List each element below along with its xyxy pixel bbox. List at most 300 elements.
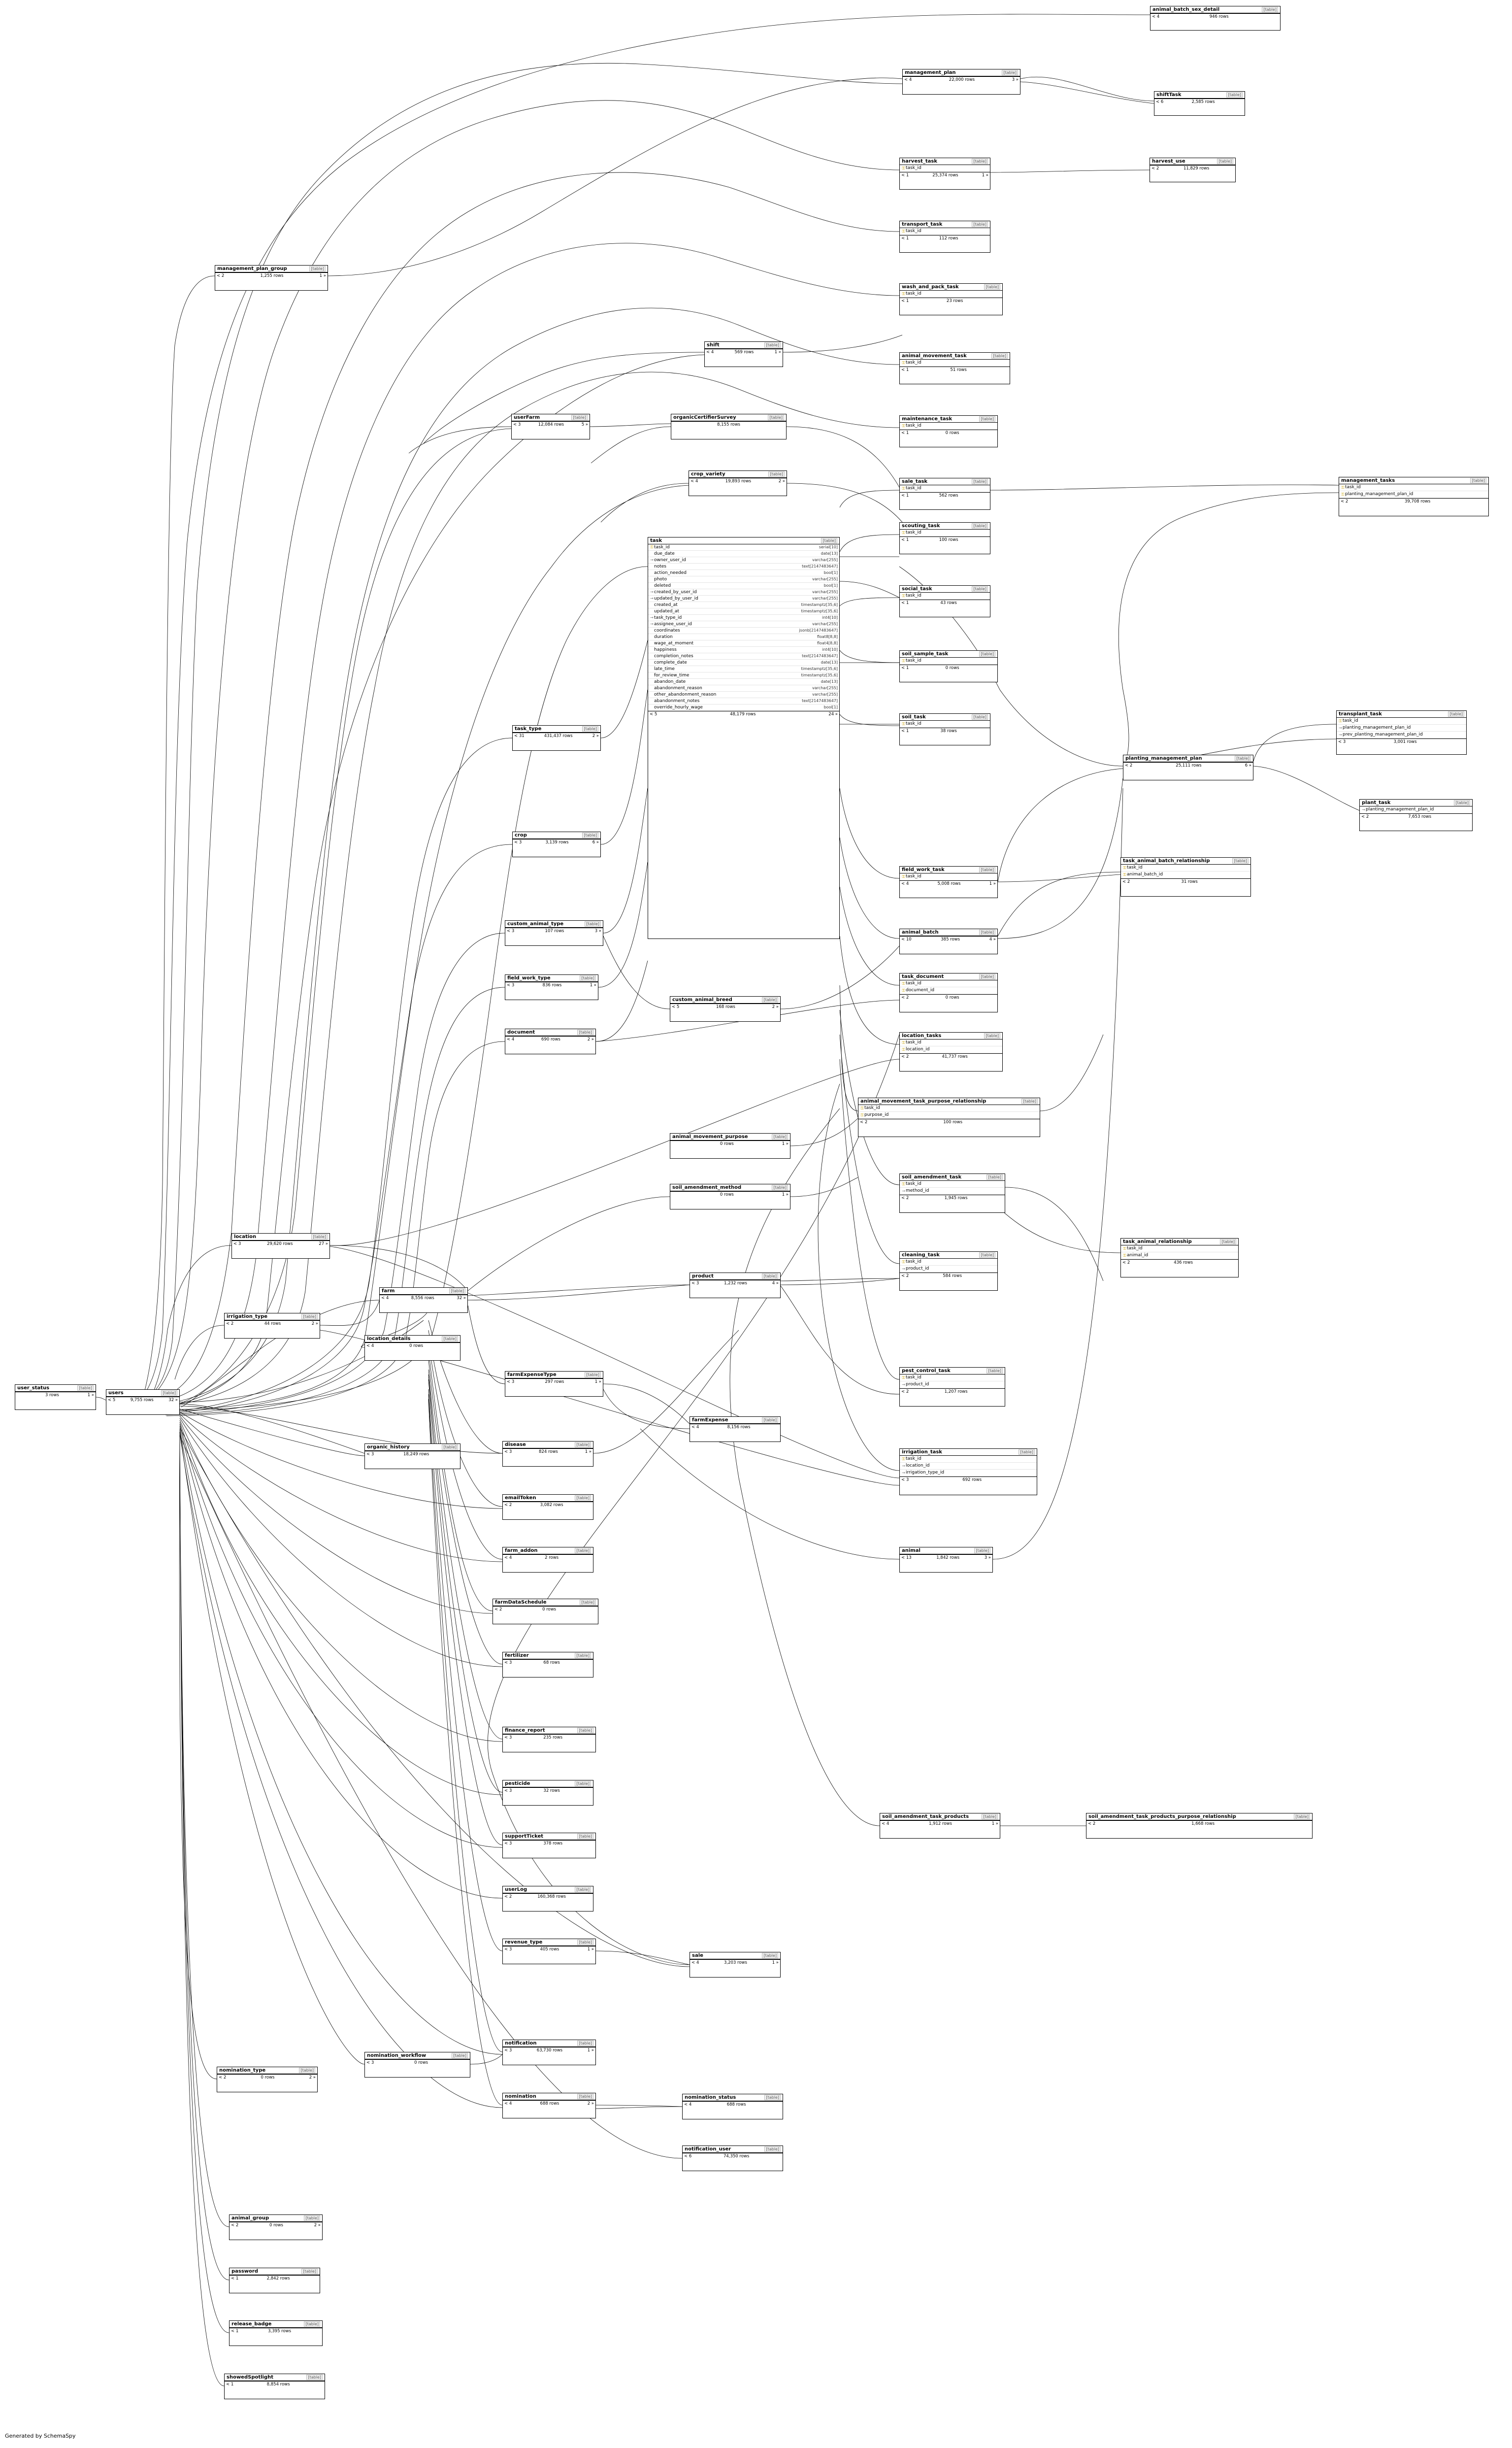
column-name: assignee_user_id [654, 622, 692, 627]
table-type-tag: [table] [577, 1940, 593, 1945]
table-name: farmExpense [692, 1417, 728, 1423]
column-name: document_id [906, 988, 935, 993]
table-node-farmDataSchedule[interactable] [493, 1599, 598, 1624]
column-name: abandonment_notes [654, 699, 700, 704]
row-count: 31 rows [1181, 879, 1198, 884]
column-list [900, 593, 990, 600]
incoming-relations-count: < 1 [901, 666, 909, 671]
table-column [900, 485, 990, 492]
table-node-irrigation_task[interactable] [899, 1448, 1037, 1495]
table-footer [225, 1320, 320, 1327]
table-node-management_plan_group[interactable] [215, 265, 328, 291]
row-count: 63,730 rows [536, 2048, 563, 2053]
table-node-task_document[interactable] [899, 973, 998, 1012]
table-node-animal_batch[interactable] [899, 929, 998, 954]
table-node-management_tasks[interactable] [1339, 477, 1489, 516]
table-header [503, 1442, 593, 1448]
table-footer [493, 1606, 598, 1613]
table-name: document [507, 1030, 535, 1035]
table-node-cleaning_task[interactable] [899, 1251, 998, 1291]
table-node-farm[interactable] [379, 1287, 468, 1313]
table-type-tag: [table] [972, 222, 988, 227]
outgoing-relations-count: 3 » [594, 929, 601, 934]
table-header [230, 2215, 322, 2222]
table-node-user_status[interactable] [15, 1384, 96, 1410]
table-node-userFarm[interactable] [511, 414, 590, 439]
table-node-animal_batch_sex_detail[interactable] [1150, 6, 1281, 31]
table-column [648, 666, 839, 672]
table-node-release_badge[interactable] [229, 2320, 323, 2346]
primary-key-icon: ⚿ [860, 1113, 864, 1117]
table-name: task_type [515, 726, 542, 732]
table-node-sale[interactable] [690, 1952, 781, 1978]
column-name: location_id [906, 1463, 930, 1468]
table-name: field_work_type [507, 975, 551, 981]
table-column [648, 602, 839, 608]
table-column [648, 615, 839, 621]
outgoing-relations-count: 6 » [592, 840, 599, 845]
table-footer [900, 600, 990, 606]
table-type-tag: [table] [979, 651, 995, 657]
table-header [225, 2374, 325, 2381]
table-type-tag: [table] [1220, 1239, 1236, 1244]
table-node-task_animal_batch_relationship[interactable] [1120, 857, 1251, 897]
foreign-key-icon: → [1339, 733, 1342, 737]
primary-key-icon: ⚿ [902, 722, 905, 726]
table-node-fertilizer[interactable] [502, 1652, 593, 1677]
table-header [900, 1547, 992, 1554]
incoming-relations-count: < 1 [901, 431, 909, 436]
incoming-relations-count: < 4 [904, 77, 912, 82]
column-name: task_id [654, 545, 670, 550]
table-node-nomination[interactable] [502, 2093, 596, 2118]
incoming-relations-count: < 3 [514, 840, 522, 845]
incoming-relations-count: < 10 [901, 937, 912, 942]
primary-key-icon: ⚿ [1123, 872, 1126, 877]
table-type-tag: [table] [575, 1887, 591, 1892]
table-name: crop [515, 833, 527, 838]
row-count: 112 rows [939, 236, 958, 241]
table-node-location[interactable] [231, 1233, 330, 1259]
table-node-supportTicket[interactable] [502, 1833, 596, 1858]
table-name: task_document [902, 974, 944, 979]
table-footer [505, 1378, 603, 1385]
table-footer [503, 1787, 593, 1794]
table-type-tag: [table] [762, 997, 778, 1003]
column-name: task_id [906, 1181, 921, 1186]
table-header [1121, 858, 1250, 865]
table-column [648, 544, 839, 551]
foreign-key-icon: → [1362, 807, 1365, 812]
primary-key-icon: ⚿ [902, 1260, 905, 1264]
outgoing-relations-count: 5 » [581, 422, 588, 427]
incoming-relations-count: < 3 [691, 1281, 699, 1286]
table-node-animal[interactable] [899, 1547, 993, 1573]
relationship-edge [96, 1397, 106, 1400]
table-footer [1360, 813, 1472, 820]
table-node-animal_movement_task_purpose_relationship[interactable] [858, 1098, 1040, 1137]
table-column [900, 1266, 997, 1273]
table-name: animal [902, 1548, 920, 1553]
table-column [648, 679, 839, 685]
row-count: 436 rows [1174, 1260, 1193, 1265]
column-name: updated_at [654, 609, 679, 614]
table-type-tag: [table] [979, 867, 995, 872]
table-node-field_work_task[interactable] [899, 866, 998, 898]
table-name: users [108, 1390, 124, 1396]
table-type-tag: [table] [442, 1444, 458, 1450]
table-name: management_plan [905, 70, 956, 75]
table-footer [689, 478, 787, 485]
table-type-tag: [table] [1470, 478, 1486, 483]
table-header [1337, 711, 1466, 718]
table-name: nomination_status [685, 2095, 736, 2100]
table-type-tag: [table] [1021, 1099, 1038, 1104]
table-header [1121, 1239, 1238, 1245]
outgoing-relations-count: 2 » [587, 1037, 594, 1042]
row-count: 385 rows [941, 937, 960, 942]
table-name: soil_sample_task [902, 651, 949, 657]
table-node-soil_sample_task[interactable] [899, 650, 998, 682]
table-column [900, 360, 1010, 367]
table-header [1150, 6, 1280, 13]
incoming-relations-count: < 4 [691, 1960, 699, 1965]
table-name: release_badge [231, 2321, 272, 2327]
table-header [503, 1833, 595, 1840]
relationship-edge [1118, 493, 1339, 761]
table-type-tag: [table] [304, 2215, 320, 2221]
column-type: varchar[255] [812, 692, 838, 697]
table-type-tag: [table] [1294, 1814, 1310, 1819]
table-header [365, 1336, 460, 1342]
table-node-crop_variety[interactable] [689, 470, 787, 496]
table-name: task [650, 538, 662, 543]
primary-key-icon: ⚿ [1339, 719, 1342, 723]
row-count: 2,842 rows [266, 2276, 290, 2281]
incoming-relations-count: < 6 [1156, 100, 1164, 104]
table-column [900, 987, 997, 994]
incoming-relations-count: < 1 [901, 173, 909, 178]
table-header [705, 342, 783, 349]
table-type-tag: [table] [991, 353, 1008, 359]
table-node-pesticide[interactable] [502, 1780, 593, 1806]
table-type-tag: [table] [979, 416, 995, 422]
table-node-soil_amendment_task_products_purpose_relationship[interactable] [1086, 1813, 1313, 1839]
row-count: 0 rows [945, 995, 959, 1000]
relationship-edge [840, 778, 1123, 939]
column-name: animal_batch_id [1127, 872, 1163, 877]
table-column [648, 660, 839, 666]
table-header [513, 832, 600, 839]
incoming-relations-count: < 4 [706, 350, 714, 355]
table-node-wash_and_pack_task[interactable] [899, 283, 1003, 315]
table-footer [503, 2100, 595, 2107]
table-header [900, 1368, 1005, 1375]
column-type: timestamptz[35,6] [801, 609, 838, 613]
table-node-task[interactable] [648, 537, 840, 939]
row-count: 836 rows [542, 983, 562, 988]
table-node-product[interactable] [690, 1273, 781, 1298]
table-node-soil_task[interactable] [899, 713, 990, 745]
table-header [106, 1390, 179, 1397]
table-column [648, 704, 839, 711]
relationship-edge [180, 1442, 229, 2333]
row-count: 0 rows [720, 1192, 734, 1197]
table-column [1337, 725, 1466, 732]
table-name: animal_movement_purpose [672, 1134, 748, 1140]
row-count: 569 rows [734, 350, 754, 355]
table-name: user_status [17, 1385, 50, 1391]
outgoing-relations-count: 1 » [590, 983, 596, 988]
table-type-tag: [table] [984, 284, 1000, 290]
incoming-relations-count: < 3 [504, 1841, 512, 1846]
column-name: wage_at_moment [654, 641, 693, 646]
row-count: 74,350 rows [723, 2154, 750, 2159]
table-type-tag: [table] [299, 2068, 315, 2073]
relationship-edge [180, 1409, 364, 1456]
table-node-task_animal_relationship[interactable] [1120, 1238, 1239, 1277]
relationship-edge [328, 78, 902, 276]
table-node-animal_movement_purpose[interactable] [670, 1133, 790, 1159]
column-name: task_id [906, 229, 921, 234]
table-node-transport_task[interactable] [899, 221, 990, 253]
foreign-key-icon: → [650, 615, 654, 620]
table-header [900, 416, 997, 423]
table-node-nomination_type[interactable] [217, 2067, 318, 2092]
table-name: supportTicket [505, 1834, 544, 1839]
row-count: 688 rows [726, 2102, 746, 2107]
table-node-users[interactable] [106, 1389, 180, 1415]
table-node-userLog[interactable] [502, 1886, 593, 1911]
table-name: plant_task [1362, 800, 1391, 805]
row-count: 18,249 rows [403, 1452, 429, 1457]
table-header [1339, 477, 1488, 484]
table-footer [900, 430, 997, 436]
table-node-scouting_task[interactable] [899, 522, 990, 554]
table-node-revenue_type[interactable] [502, 1939, 596, 1964]
row-count: 431,437 rows [544, 734, 573, 738]
table-node-nomination_workflow[interactable] [364, 2052, 470, 2078]
table-node-showedSpotlight[interactable] [224, 2374, 325, 2399]
table-footer [230, 2222, 322, 2229]
table-footer [230, 2328, 322, 2335]
table-node-finance_report[interactable] [502, 1727, 596, 1752]
table-node-plant_task[interactable] [1359, 799, 1473, 831]
column-type: bool[1] [823, 570, 838, 575]
incoming-relations-count: < 4 [690, 479, 698, 484]
primary-key-icon: ⚿ [902, 229, 905, 234]
table-node-document[interactable] [505, 1029, 596, 1054]
outgoing-relations-count: 4 » [772, 1281, 779, 1286]
table-type-tag: [table] [984, 1033, 1000, 1039]
row-count: 25,374 rows [932, 173, 958, 178]
outgoing-relations-count: 1 » [587, 2048, 594, 2053]
column-name: task_type_id [654, 615, 682, 620]
table-header [505, 1029, 595, 1036]
primary-key-icon: ⚿ [902, 424, 905, 428]
table-footer [900, 880, 997, 887]
column-name: task_id [906, 530, 921, 535]
outgoing-relations-count: 1 » [587, 1947, 594, 1952]
relationship-edge [180, 1350, 493, 1613]
table-node-custom_animal_breed[interactable] [670, 996, 781, 1022]
relationship-edge [180, 1438, 229, 2227]
incoming-relations-count: < 2 [1361, 814, 1369, 819]
table-column [1360, 806, 1472, 813]
row-count: 8,155 rows [717, 422, 740, 427]
outgoing-relations-count: 1 » [594, 1379, 601, 1384]
table-name: organicCertifierSurvey [673, 415, 736, 420]
table-footer [1121, 1259, 1238, 1266]
column-list [900, 360, 1010, 367]
table-header [683, 2146, 783, 2153]
table-node-social_task[interactable] [899, 585, 990, 617]
row-count: 0 rows [414, 2060, 428, 2065]
table-column [648, 692, 839, 698]
table-name: maintenance_task [902, 416, 953, 422]
row-count: 688 rows [540, 2101, 559, 2106]
table-node-soil_amendment_method[interactable] [670, 1184, 790, 1209]
table-node-transplant_task[interactable] [1336, 710, 1467, 755]
table-footer [215, 272, 328, 279]
column-type: jsonb[2147483647] [799, 628, 838, 633]
column-name: task_id [1127, 865, 1143, 870]
table-column [900, 1188, 1005, 1195]
table-node-location_tasks[interactable] [899, 1032, 1003, 1072]
incoming-relations-count: < 3 [504, 1735, 512, 1740]
relationship-edge [180, 1394, 502, 2054]
table-node-planting_management_plan[interactable] [1123, 755, 1253, 780]
table-column [900, 1259, 997, 1266]
table-node-farm_addon[interactable] [502, 1547, 593, 1573]
incoming-relations-count: < 2 [1122, 879, 1130, 884]
row-count: 9,755 rows [130, 1398, 154, 1403]
incoming-relations-count: < 2 [1341, 499, 1348, 504]
row-count: 48,179 rows [730, 712, 756, 717]
relationship-edge [840, 557, 899, 724]
table-node-organic_history[interactable] [364, 1443, 460, 1469]
column-name: location_id [906, 1047, 930, 1052]
column-list [900, 423, 997, 430]
table-node-maintenance_task[interactable] [899, 415, 998, 447]
column-list [1360, 806, 1472, 813]
column-name: task_id [906, 1259, 921, 1264]
row-count: 100 rows [943, 1120, 963, 1125]
table-node-disease[interactable] [502, 1441, 593, 1467]
table-type-tag: [table] [582, 833, 598, 838]
table-name: nomination_type [219, 2068, 266, 2073]
table-column [900, 1456, 1037, 1463]
table-footer [900, 1195, 1005, 1202]
table-type-tag: [table] [974, 1548, 990, 1553]
table-type-tag: [table] [1002, 70, 1018, 75]
table-name: farm_addon [505, 1548, 538, 1553]
table-type-tag: [table] [762, 1417, 778, 1423]
table-node-farmExpense[interactable] [690, 1416, 781, 1442]
table-name: irrigation_task [902, 1449, 942, 1455]
table-node-task_type[interactable] [512, 725, 601, 751]
table-node-animal_movement_task[interactable] [899, 352, 1010, 384]
primary-key-icon: ⚿ [902, 486, 905, 491]
table-footer [900, 492, 990, 499]
incoming-relations-count: < 5 [650, 712, 657, 717]
table-node-emailToken[interactable] [502, 1494, 593, 1520]
primary-key-icon: ⚿ [902, 1457, 905, 1461]
table-node-management_plan[interactable] [902, 69, 1020, 95]
table-node-animal_group[interactable] [229, 2214, 323, 2240]
table-name: custom_animal_type [507, 921, 564, 927]
table-node-harvest_task[interactable] [899, 158, 990, 190]
table-node-password[interactable] [229, 2268, 320, 2293]
table-node-nomination_status[interactable] [682, 2094, 783, 2119]
table-footer [900, 235, 990, 242]
column-name: task_id [1343, 718, 1358, 723]
table-name: farm [382, 1288, 395, 1294]
outgoing-relations-count: 2 » [314, 2223, 321, 2228]
table-node-location_details[interactable] [364, 1335, 460, 1361]
table-type-tag: [table] [768, 415, 784, 420]
table-header [1123, 755, 1253, 762]
table-name: management_tasks [1341, 478, 1395, 483]
primary-key-icon: ⚿ [1123, 866, 1126, 870]
table-column [648, 596, 839, 602]
table-node-soil_amendment_task_products[interactable] [880, 1813, 1000, 1839]
column-type: varchar[255] [812, 590, 838, 594]
table-node-notification[interactable] [502, 2040, 596, 2065]
table-name: task_animal_batch_relationship [1123, 858, 1210, 864]
table-node-field_work_type[interactable] [505, 974, 598, 1000]
table-name: soil_amendment_task_products [882, 1814, 969, 1819]
table-type-tag: [table] [585, 1372, 601, 1377]
table-node-shift[interactable] [704, 341, 783, 367]
incoming-relations-count: < 5 [108, 1398, 116, 1403]
column-name: action_needed [654, 570, 687, 575]
incoming-relations-count: < 4 [882, 1821, 889, 1826]
outgoing-relations-count: 3 » [1012, 77, 1019, 82]
row-count: 297 rows [545, 1379, 564, 1384]
table-type-tag: [table] [571, 415, 588, 420]
table-column [900, 980, 997, 987]
table-node-organicCertifierSurvey[interactable] [671, 414, 787, 439]
table-footer [671, 421, 786, 428]
outgoing-relations-count: 1 » [585, 1449, 592, 1454]
table-node-harvest_use[interactable] [1150, 158, 1236, 182]
table-header [380, 1288, 467, 1295]
primary-key-icon: ⚿ [1123, 1253, 1126, 1258]
table-node-farmExpenseType[interactable] [505, 1371, 603, 1397]
table-node-sale_task[interactable] [899, 478, 990, 510]
primary-key-icon: ⚿ [902, 659, 905, 663]
column-list [1121, 865, 1250, 878]
incoming-relations-count: < 2 [901, 1054, 909, 1059]
column-name: due_date [654, 551, 675, 556]
table-node-irrigation_type[interactable] [224, 1313, 320, 1339]
column-name: planting_management_plan_id [1366, 807, 1434, 812]
outgoing-relations-count: 1 » [772, 1960, 779, 1965]
table-node-soil_amendment_task[interactable] [899, 1174, 1005, 1213]
table-type-tag: [table] [1019, 1449, 1035, 1455]
table-node-shiftTask[interactable] [1154, 91, 1245, 116]
relationship-edge [144, 276, 215, 1394]
column-name: task_id [906, 360, 921, 365]
table-node-custom_animal_type[interactable] [505, 920, 603, 946]
table-header [503, 1495, 593, 1502]
table-node-notification_user[interactable] [682, 2146, 783, 2171]
table-node-crop[interactable] [512, 832, 601, 857]
column-name: photo [654, 577, 667, 582]
table-column [648, 576, 839, 583]
table-node-pest_control_task[interactable] [899, 1367, 1005, 1407]
